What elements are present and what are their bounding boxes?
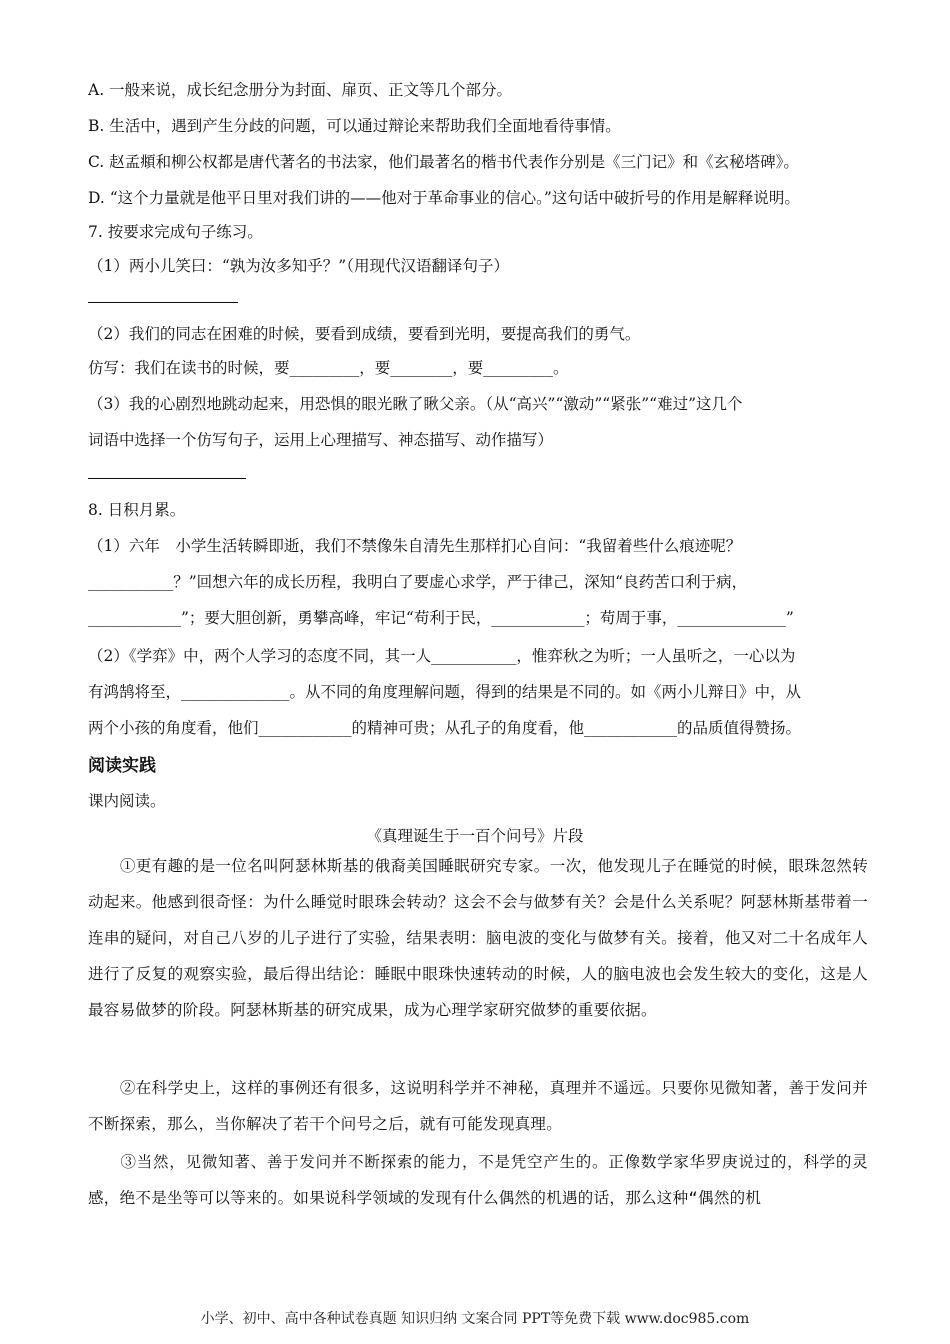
option-b: B. 生活中，遇到产生分歧的问题，可以通过辩论来帮助我们全面地看待事情。: [88, 117, 621, 135]
question-8-p1-line-1: （1）六年 小学生活转瞬即逝，我们不禁像朱自清先生那样扪心自问：“我留着些什么痕迹呢？: [88, 537, 742, 555]
answer-blank-line[interactable]: [88, 478, 246, 479]
question-7-item-2-imitate: 仿写：我们在读书的时候，要_________，要________，要_________。: [88, 359, 569, 377]
option-c: C. 赵孟頫和柳公权都是唐代著名的书法家，他们最著名的楷书代表作分别是《三门记》和《玄秘塔碑》。: [88, 153, 799, 171]
question-7-item-3-line-2: 词语中选择一个仿写句子，运用上心理描写、神态描写、动作描写）: [88, 431, 554, 449]
sub-heading: 课内阅读。: [88, 792, 166, 810]
question-7-item-3-line-1: （3）我的心剧烈地跳动起来，用恐惧的眼光瞅了瞅父亲。（从“高兴”“激动”“紧张”“难过”这几个: [88, 395, 743, 413]
question-8-p1-line-2: ___________？”回想六年的成长历程，我明白了要虚心求学，严于律己，深知“良药苦口利于病，: [88, 573, 748, 591]
page-footer: 小学、初中、高中各种试卷真题 知识归纳 文案合同 PPT等免费下载 www.doc985.com: [200, 1311, 750, 1327]
passage-paragraph-2: ②在科学史上，这样的事例还有很多，这说明科学并不神秘，真理并不遥远。只要你见微知著，善于发问并不断探索，那么，当你解决了若干个问号之后，就有可能发现真理。: [88, 1079, 868, 1133]
option-a: A. 一般来说，成长纪念册分为封面、扉页、正文等几个部分。: [88, 81, 513, 99]
section-heading: 阅读实践: [88, 756, 156, 776]
passage-paragraph-1: ①更有趣的是一位名叫阿瑟林斯基的俄裔美国睡眠研究专家。一次，他发现儿子在睡觉的时候，眼珠忽然转动起来。他感到很奇怪：为什么睡觉时眼珠会转动？这会不会与做梦有关？会是什么关系呢？阿瑟林斯基带着一连串的疑问，对自己八岁的儿子进行了实验，结果表明：脑电波的变化与做梦有关。接着，他又对二十名成年人进行了反复的观察实验，最后得出结论：睡眠中眼珠快速转动的时候，人的脑电波也会发生较大的变化，这是人最容易做梦的阶段。阿瑟林斯基的研究成果，成为心理学家研究做梦的重要依据。: [88, 857, 868, 1019]
question-8-p1-line-3: ____________”；要大胆创新，勇攀高峰，牢记“苟利于民，____________；苟周于事，______________”: [88, 609, 794, 627]
answer-blank-line[interactable]: [88, 302, 238, 303]
question-8-title: 8. 日积月累。: [88, 501, 186, 519]
question-7-item-2: （2）我们的同志在困难的时候，要看到成绩，要看到光明，要提高我们的勇气。: [88, 325, 641, 343]
question-7-item-1: （1）两小儿笑曰：“孰为汝多知乎？”（用现代汉语翻译句子）: [88, 257, 509, 275]
passage-paragraph-3: ③当然，见微知著、善于发问并不断探索的能力，不是凭空产生的。正像数学家华罗庚说过的，科学的灵感，绝不是坐等可以等来的。如果说科学领域的发现有什么偶然的机遇的话，那么这种“偶然的机: [88, 1153, 868, 1207]
question-7-title: 7. 按要求完成句子练习。: [88, 223, 263, 241]
question-8-p2-line-3: 两个小孩的角度看，他们____________的精神可贵；从孔子的角度看，他____________的品质值得赞扬。: [88, 719, 802, 737]
option-d: D. “这个力量就是他平日里对我们讲的——他对于革命事业的信心。”这句话中破折号的作用是解释说明。: [88, 189, 800, 207]
passage-title: 《真理诞生于一百个问号》片段: [366, 827, 584, 845]
question-8-p2-line-2: 有鸿鹄将至，______________。从不同的角度理解问题，得到的结果是不同的。如《两小儿辩日》中，从: [88, 683, 802, 701]
question-8-p2-line-1: （2）《学弈》中，两个人学习的态度不同，其一人___________，惟弈秋之为听；一人虽听之，一心以为: [88, 647, 796, 665]
